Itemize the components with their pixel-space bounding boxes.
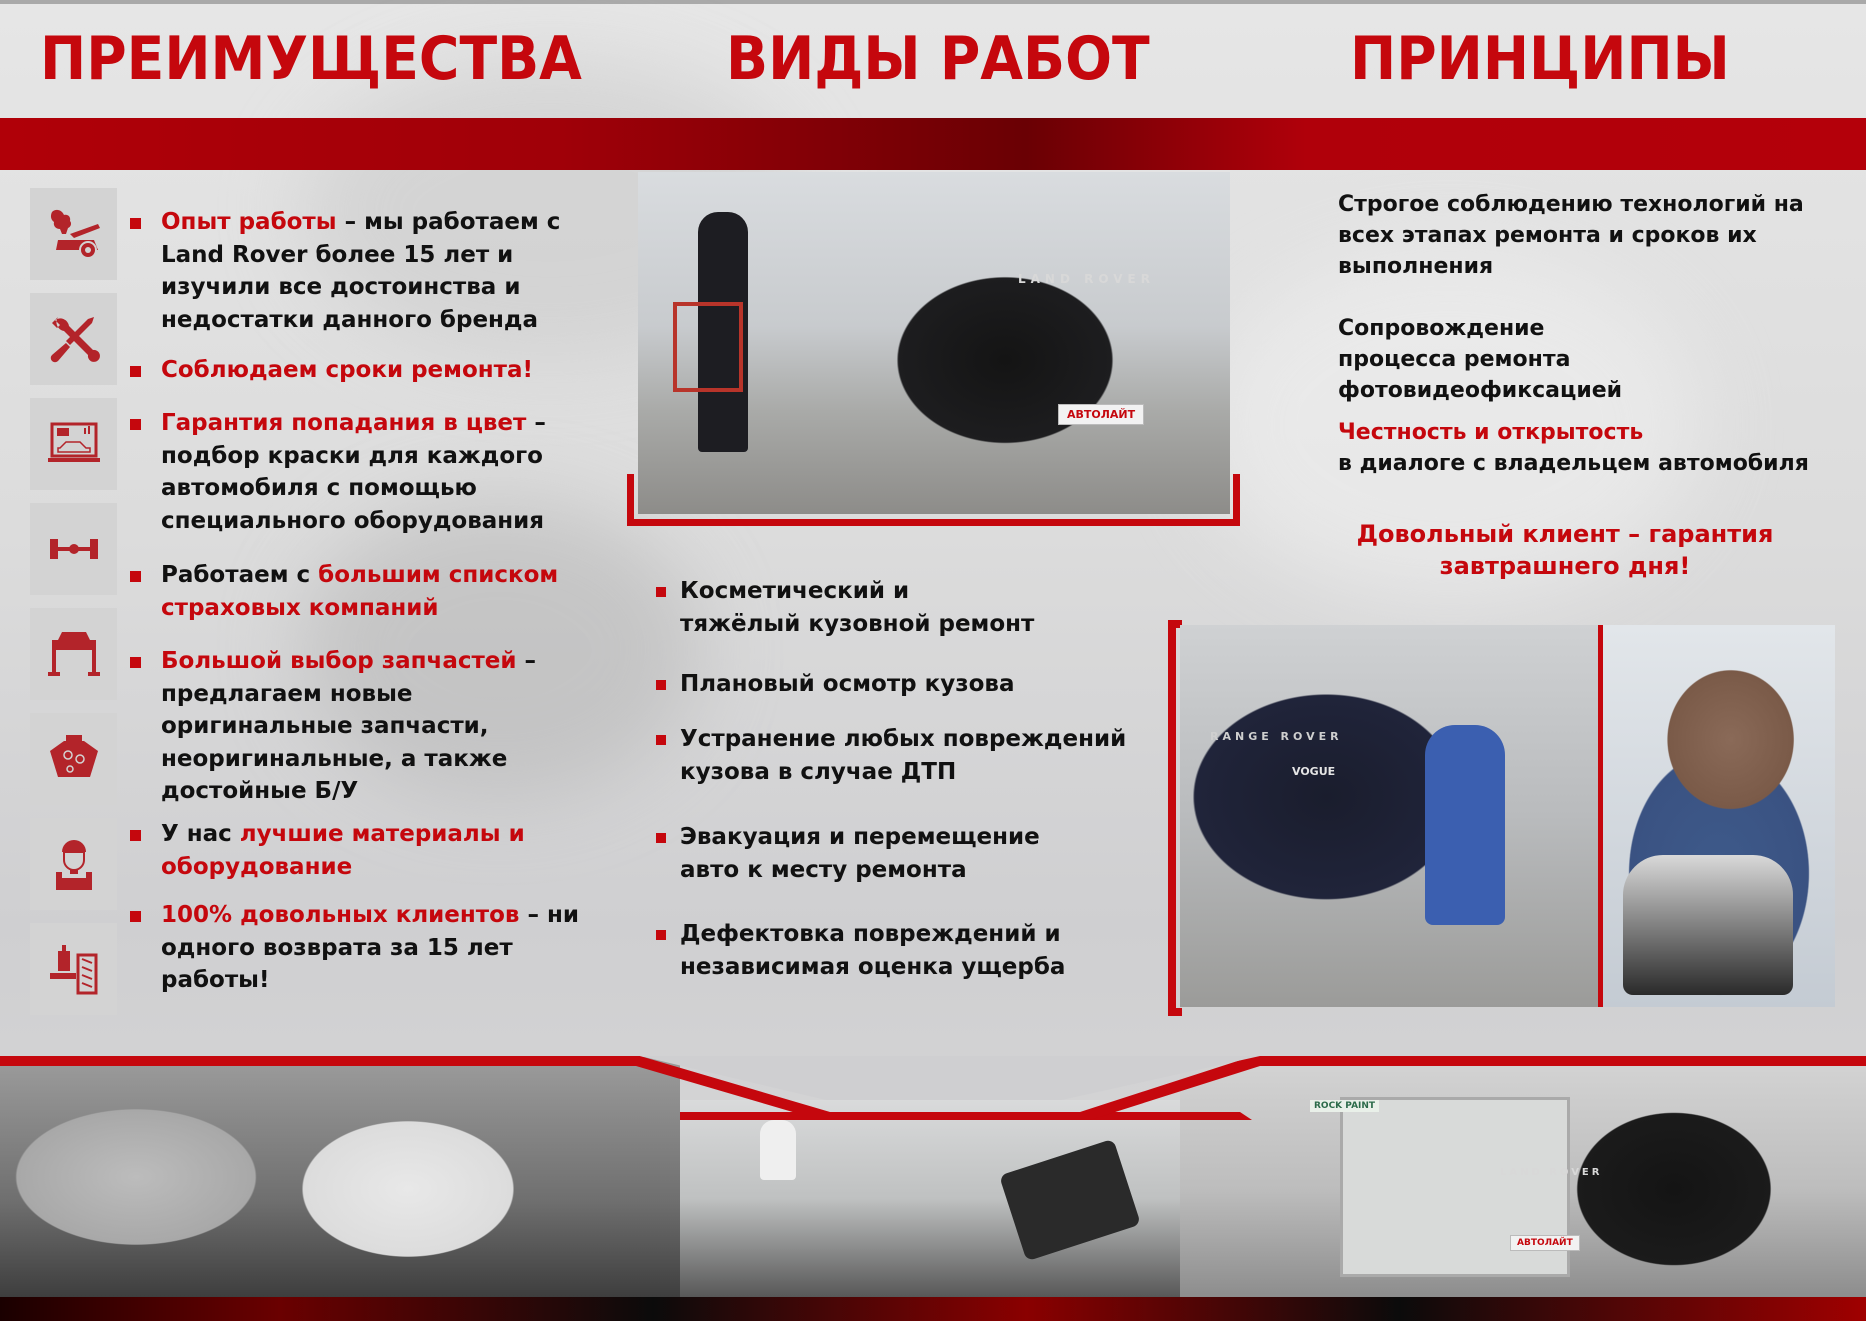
- photo-mechanic-headlight: [1603, 625, 1835, 1007]
- heading-advantages: ПРЕИМУЩЕСТВА: [40, 24, 582, 94]
- photo-spray-gun: [680, 1100, 1180, 1297]
- photo-red-frame: [627, 474, 1240, 526]
- work-type-item: Дефектовка повреждений и независимая оценка ущерба: [656, 918, 1176, 983]
- principle-item: Честность и открытость в диалоге с владельцем автомобиля: [1338, 420, 1809, 476]
- heading-work-types: ВИДЫ РАБОТ: [726, 24, 1150, 94]
- bullet-marker: [130, 911, 141, 922]
- tool-cart: [673, 302, 743, 392]
- slogan: Довольный клиент – гарантия завтрашнего дня!: [1356, 520, 1774, 580]
- mechanic-icon: [30, 818, 117, 910]
- work-type-item: Эвакуация и перемещение авто к месту ремонта: [656, 821, 1176, 886]
- bullet-marker: [130, 218, 141, 229]
- mechanic-figure: [1425, 725, 1505, 925]
- axle-wheels-icon: [30, 503, 117, 595]
- laptop-diagnostics-icon: [30, 398, 117, 490]
- advantage-item: Опыт работы – мы работаем с Land Rover более 15 лет и изучили все достоинства и недостатки данного бренда: [130, 206, 600, 336]
- brand-plate: АВТОЛАЙТ: [1510, 1235, 1580, 1251]
- advantage-item: 100% довольных клиентов – ни одного возврата за 15 лет работы!: [130, 899, 600, 997]
- shock-absorber-tire-icon: [30, 923, 117, 1015]
- bullet-marker: [656, 735, 666, 745]
- bullet-marker: [656, 930, 666, 940]
- headlight-part: [1623, 855, 1793, 995]
- spray-gun-cup: [760, 1120, 796, 1180]
- photo-land-rover-bay: ROCK PAINT LAND ROVER АВТОЛАЙТ: [1180, 1057, 1866, 1297]
- wrench-screwdriver-icon: [30, 293, 117, 385]
- top-edge-line: [0, 0, 1866, 4]
- heading-principles: ПРИНЦИПЫ: [1350, 24, 1730, 94]
- advantage-item: У нас лучшие материалы и оборудование: [130, 818, 600, 883]
- engine-block-icon: [30, 713, 117, 805]
- principle-item: Сопровождение процесса ремонта фотовидеофиксацией: [1338, 316, 1623, 403]
- photo-land-rover-workshop: LAND ROVER АВТОЛАЙТ: [638, 172, 1230, 514]
- header-red-band: [0, 118, 1866, 170]
- bullet-marker: [656, 587, 666, 597]
- brand-plate: АВТОЛАЙТ: [1058, 404, 1144, 425]
- bullet-marker: [656, 833, 666, 843]
- car-lift-icon: [30, 608, 117, 700]
- bullet-marker: [656, 680, 666, 690]
- advantage-item: Соблюдаем сроки ремонта!: [130, 354, 600, 387]
- work-type-item: Плановый осмотр кузова: [656, 668, 1176, 701]
- bullet-marker: [130, 571, 141, 582]
- advantage-item: Большой выбор запчастей – предлагаем новые оригинальные запчасти, неоригинальные, а также достойные Б/У: [130, 645, 600, 808]
- advantage-item: Гарантия попадания в цвет – подбор краски для каждого автомобиля с помощью специального оборудования: [130, 407, 600, 537]
- principle-item: Строгое соблюдению технологий на всех этапах ремонта и сроков их выполнения: [1338, 192, 1804, 279]
- work-type-item: Косметический и тяжёлый кузовной ремонт: [656, 575, 1176, 640]
- bottom-dark-band: [0, 1297, 1866, 1321]
- color-scanner-device: [999, 1139, 1141, 1262]
- bullet-marker: [130, 830, 141, 841]
- car-engine-smoke-icon: [30, 188, 117, 280]
- advantage-item: Работаем с большим списком страховых компаний: [130, 559, 600, 624]
- photo-range-rover-polishing: RANGE ROVER VOGUE: [1180, 625, 1598, 1007]
- bullet-marker: [130, 366, 141, 377]
- bullet-marker: [130, 419, 141, 430]
- work-type-item: Устранение любых повреждений кузова в случае ДТП: [656, 723, 1176, 788]
- bullet-marker: [130, 657, 141, 668]
